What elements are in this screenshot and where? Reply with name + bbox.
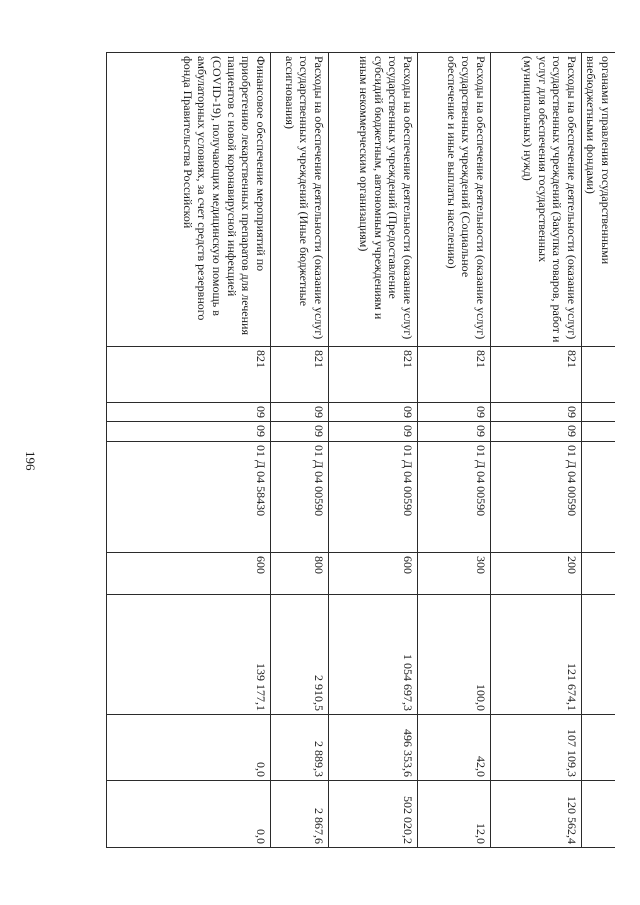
cell-sum-2: 496 353,6 (328, 715, 417, 781)
cell-name: Финансовое обеспечение мероприятий по приобретению лекарственных препаратов для лечения пациентов с новой коронавирусной инфекцией (COVID-19), получающих медицинскую помощь в амбулаторных условиях, за счет средств резервного фонда Правительства Российской (106, 53, 270, 347)
cell-sum-3: 502 020,2 (328, 781, 417, 848)
cell-vr: 600 (106, 553, 270, 595)
cell-csr: 01 Д 04 00590 (270, 442, 328, 553)
cell-sum-3: 120 562,4 (490, 781, 581, 848)
cell-pr: 09 (417, 422, 490, 442)
cell-pr: 09 (270, 422, 328, 442)
cell-grbs: 821 (106, 347, 270, 403)
cell-sum-3: 2 867,6 (270, 781, 328, 848)
cell-grbs: 821 (328, 347, 417, 403)
cell-pr: 09 (328, 422, 417, 442)
cell-sum-3: 0,0 (106, 781, 270, 848)
cell-csr: 01 Д 04 58430 (106, 442, 270, 553)
cell-pr: 09 (106, 422, 270, 442)
cell-sum-1: 121 674,1 (490, 595, 581, 715)
cell-csr: 01 Д 04 00590 (490, 442, 581, 553)
cell-csr: 01 Д 04 00590 (417, 442, 490, 553)
cell-csr: 01 Д 04 00590 (328, 442, 417, 553)
page-number: 196 (23, 451, 38, 471)
cell-name: Расходы на обеспечение деятельности (оказание услуг) государственных учреждений (Иные бюджетные ассигнования) (270, 53, 328, 347)
cell-sum-2: 42,0 (417, 715, 490, 781)
table-row (490, 53, 581, 848)
cell-grbs: 821 (490, 347, 581, 403)
cell-csr (581, 442, 615, 553)
cell-sum-2: 107 109,3 (490, 715, 581, 781)
cell-sum-1: 100,0 (417, 595, 490, 715)
budget-table (106, 52, 615, 848)
cell-sum-1 (581, 595, 615, 715)
cell-rz: 09 (417, 403, 490, 422)
cell-name: Расходы на обеспечение деятельности (оказание услуг) государственных учреждений (Предоставление субсидий бюджетным, автономным учреждениям и иным некоммерческим организациям) (328, 53, 417, 347)
cell-rz: 09 (106, 403, 270, 422)
budget-table-rotated (107, 52, 615, 847)
cell-sum-2: 0,0 (106, 715, 270, 781)
cell-sum-3 (581, 781, 615, 848)
cell-vr (581, 553, 615, 595)
cell-sum-1: 1 054 697,3 (328, 595, 417, 715)
cell-sum-2: 2 889,3 (270, 715, 328, 781)
cell-grbs: 821 (270, 347, 328, 403)
cell-name: органами управления государственными внебюджетными фондами) (581, 53, 615, 347)
cell-sum-1: 2 910,5 (270, 595, 328, 715)
cell-rz: 09 (490, 403, 581, 422)
cell-sum-3: 12,0 (417, 781, 490, 848)
cell-pr (581, 422, 615, 442)
cell-vr: 300 (417, 553, 490, 595)
cell-rz: 09 (328, 403, 417, 422)
cell-sum-2 (581, 715, 615, 781)
cell-rz (581, 403, 615, 422)
cell-rz: 09 (270, 403, 328, 422)
table-row (581, 53, 615, 848)
table-row (106, 53, 270, 848)
cell-pr: 09 (490, 422, 581, 442)
cell-grbs (581, 347, 615, 403)
cell-name: Расходы на обеспечение деятельности (оказание услуг) государственных учреждений (Закупка товаров, работ и услуг для обеспечения государственных (муниципальных) нужд) (490, 53, 581, 347)
cell-name: Расходы на обеспечение деятельности (оказание услуг) государственных учреждений (Социальное обеспечение и иные выплаты населению) (417, 53, 490, 347)
cell-vr: 800 (270, 553, 328, 595)
table-row (417, 53, 490, 848)
cell-vr: 200 (490, 553, 581, 595)
cell-vr: 600 (328, 553, 417, 595)
table-row (270, 53, 328, 848)
table-row (328, 53, 417, 848)
cell-grbs: 821 (417, 347, 490, 403)
cell-sum-1: 139 177,1 (106, 595, 270, 715)
